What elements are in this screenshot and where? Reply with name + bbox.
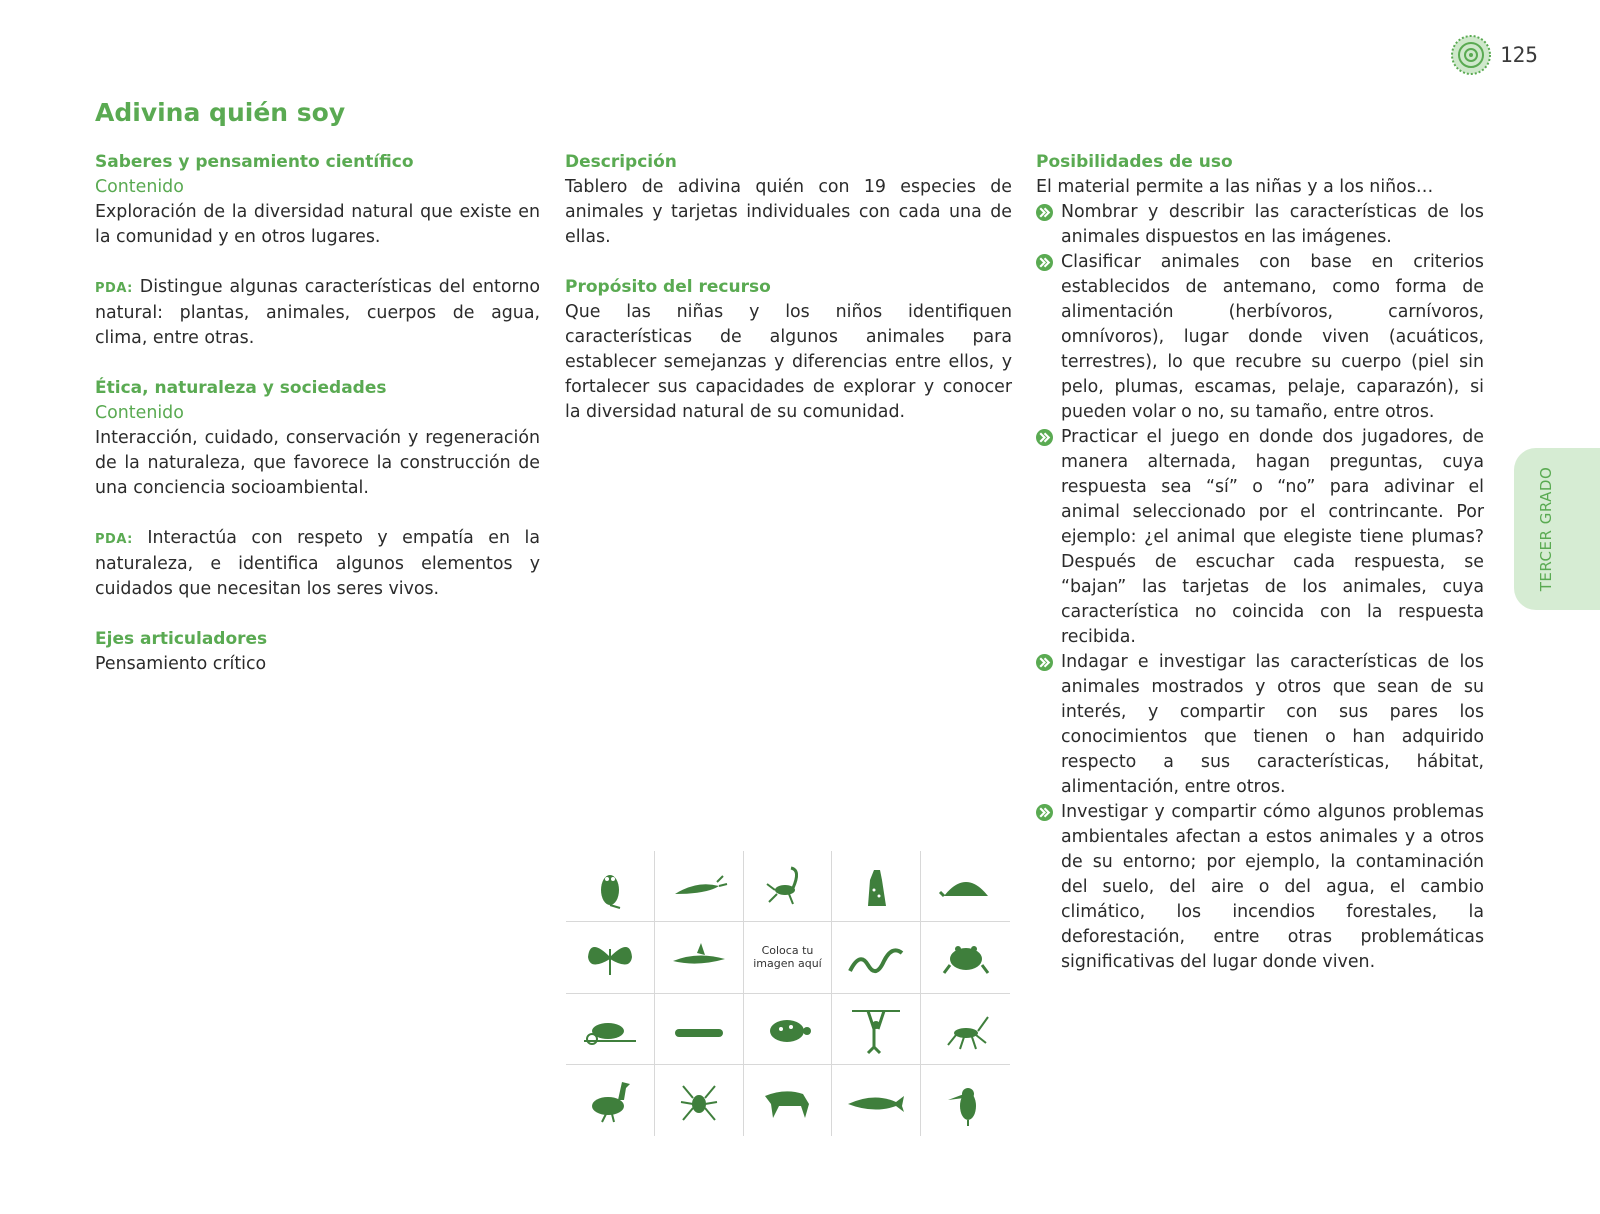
subsection-title: Contenido [95,177,184,197]
double-chevron-icon [1036,804,1053,821]
insect-icon [934,1003,998,1055]
list-item: Practicar el juego en donde dos jugadores, de manera alternada, hagan preguntas, cuya respuesta sea “sí” o “no” para adivinar el animal seleccionado por el contrincante. Por ejemplo: ¿el animal que elegiste tiene plumas? Después de escuchar cada respuesta, se “bajan” las tarjetas de los animales, cuya característica no coincida con la respuesta recibida. [1036,425,1484,650]
caterpillar-icon [667,1003,731,1055]
pda-text: Interactúa con respeto y empatía en la naturaleza, e identifica algunos elementos y cuidados que necesitan los seres vivos. [95,528,541,599]
page-number: 125 [1500,43,1538,67]
guess-who-board-illustration [566,851,1010,1136]
board-cell-chameleon [566,994,655,1065]
axolotl-icon [667,860,731,912]
pda-paragraph [95,526,540,602]
column-description [565,150,1012,425]
paragraph: Pensamiento crítico [95,654,267,674]
list-item: Clasificar animales con base en criterios establecidos de antemano, como forma de alimentación (herbívoros, carnívoros, omnívoros), lugar donde viven (acuáticos, terrestres), lo que recubre su cuerpo (piel sin pelo, plumas, escamas, pelaje, caparazón), si pueden volar o no, su tamaño, entre otros. [1036,250,1484,425]
section-title: Descripción [565,152,677,172]
chameleon-icon [578,1003,642,1055]
frog-icon [934,931,998,983]
subsection-title: Contenido [95,403,184,423]
double-chevron-icon [1036,204,1053,221]
grade-label: TERCER GRADO [1537,466,1555,592]
board-cell-duck [566,1065,655,1136]
board-cell-owl [566,851,655,922]
board-cell-armadillo [921,851,1010,922]
board-cell-jaguar [832,851,921,922]
pda-paragraph [95,275,540,351]
list-item: Nombrar y describir las características de los animales dispuestos en las imágenes. [1036,200,1484,250]
pda-label: PDA: [95,281,133,296]
armadillo-icon [934,860,998,912]
board-cell-caterpillar [655,994,744,1065]
board-cell-shark [655,922,744,993]
center-placeholder-text: Coloca tu imagen aquí [753,944,822,971]
double-chevron-icon [1036,254,1053,271]
shark-icon [667,931,731,983]
section-title: Posibilidades de uso [1036,152,1233,172]
paragraph: El material permite a las niñas y a los niños… [1036,177,1434,197]
list-item: Indagar e investigar las características de los animales mostrados y otros que sean de su interés, y compartir con sus pares los conocimientos que tienen o han adquirido respecto a sus características, hábitat, alimentación, entre otros. [1036,650,1484,800]
section-title: Ejes articuladores [95,629,268,649]
monkey-icon [844,1003,908,1055]
board-cell-frog [921,922,1010,993]
board-cell-insect [921,994,1010,1065]
board-center-cell [744,922,833,993]
pda-label: PDA: [95,532,133,547]
board-cell-monkey [832,994,921,1065]
paragraph: Interacción, cuidado, conservación y regeneración de la naturaleza, que favorece la construcción de una conciencia socioambiental. [95,428,540,498]
board-cell-scorpion [744,851,833,922]
grade-side-tab [1514,448,1600,610]
column-curriculum [95,150,540,677]
double-chevron-icon [1036,429,1053,446]
board-cell-feline [744,1065,833,1136]
pda-text: Distingue algunas características del entorno natural: plantas, animales, cuerpos de agua, clima, entre otras. [95,277,540,348]
double-chevron-icon [1036,654,1053,671]
whale-icon [844,1074,908,1126]
column-uses [1036,150,1484,975]
paragraph: Que las niñas y los niños identifiquen características de algunos animales para establecer semejanzas y diferencias entre ellos, y fortalecer sus capacidades de explorar y conocer la diversidad natural de su comunidad. [565,302,1012,422]
toucan-icon [934,1074,998,1126]
section-title: Propósito del recurso [565,277,771,297]
page-header [1450,34,1538,76]
paragraph: Exploración de la diversidad natural que existe en la comunidad y en otros lugares. [95,202,540,247]
board-cell-whale [832,1065,921,1136]
board-cell-turtle [744,994,833,1065]
board-cell-spider [655,1065,744,1136]
uses-list [1036,200,1484,975]
scorpion-icon [755,860,819,912]
jaguar-icon [844,860,908,912]
feline-icon [755,1074,819,1126]
list-item: Investigar y compartir cómo algunos problemas ambientales afectan a estos animales y a otros de su entorno; por ejemplo, la contaminación del suelo, del aire o del agua, el cambio climático, los incendios forestales, la deforestación, entre otras problemáticas significativas del lugar donde viven. [1036,800,1484,975]
turtle-icon [755,1003,819,1055]
board-cell-axolotl [655,851,744,922]
owl-icon [578,860,642,912]
snake-icon [844,931,908,983]
board-cell-butterfly [566,922,655,993]
board-cell-snake [832,922,921,993]
section-title: Saberes y pensamiento científico [95,152,414,172]
emblem-icon [1450,34,1492,76]
paragraph: Tablero de adivina quién con 19 especies de animales y tarjetas individuales con cada una de ellas. [565,177,1012,247]
section-title: Ética, naturaleza y sociedades [95,378,387,398]
butterfly-icon [578,931,642,983]
duck-icon [578,1074,642,1126]
board-cell-toucan [921,1065,1010,1136]
spider-icon [667,1074,731,1126]
page-title: Adivina quién soy [95,98,346,127]
